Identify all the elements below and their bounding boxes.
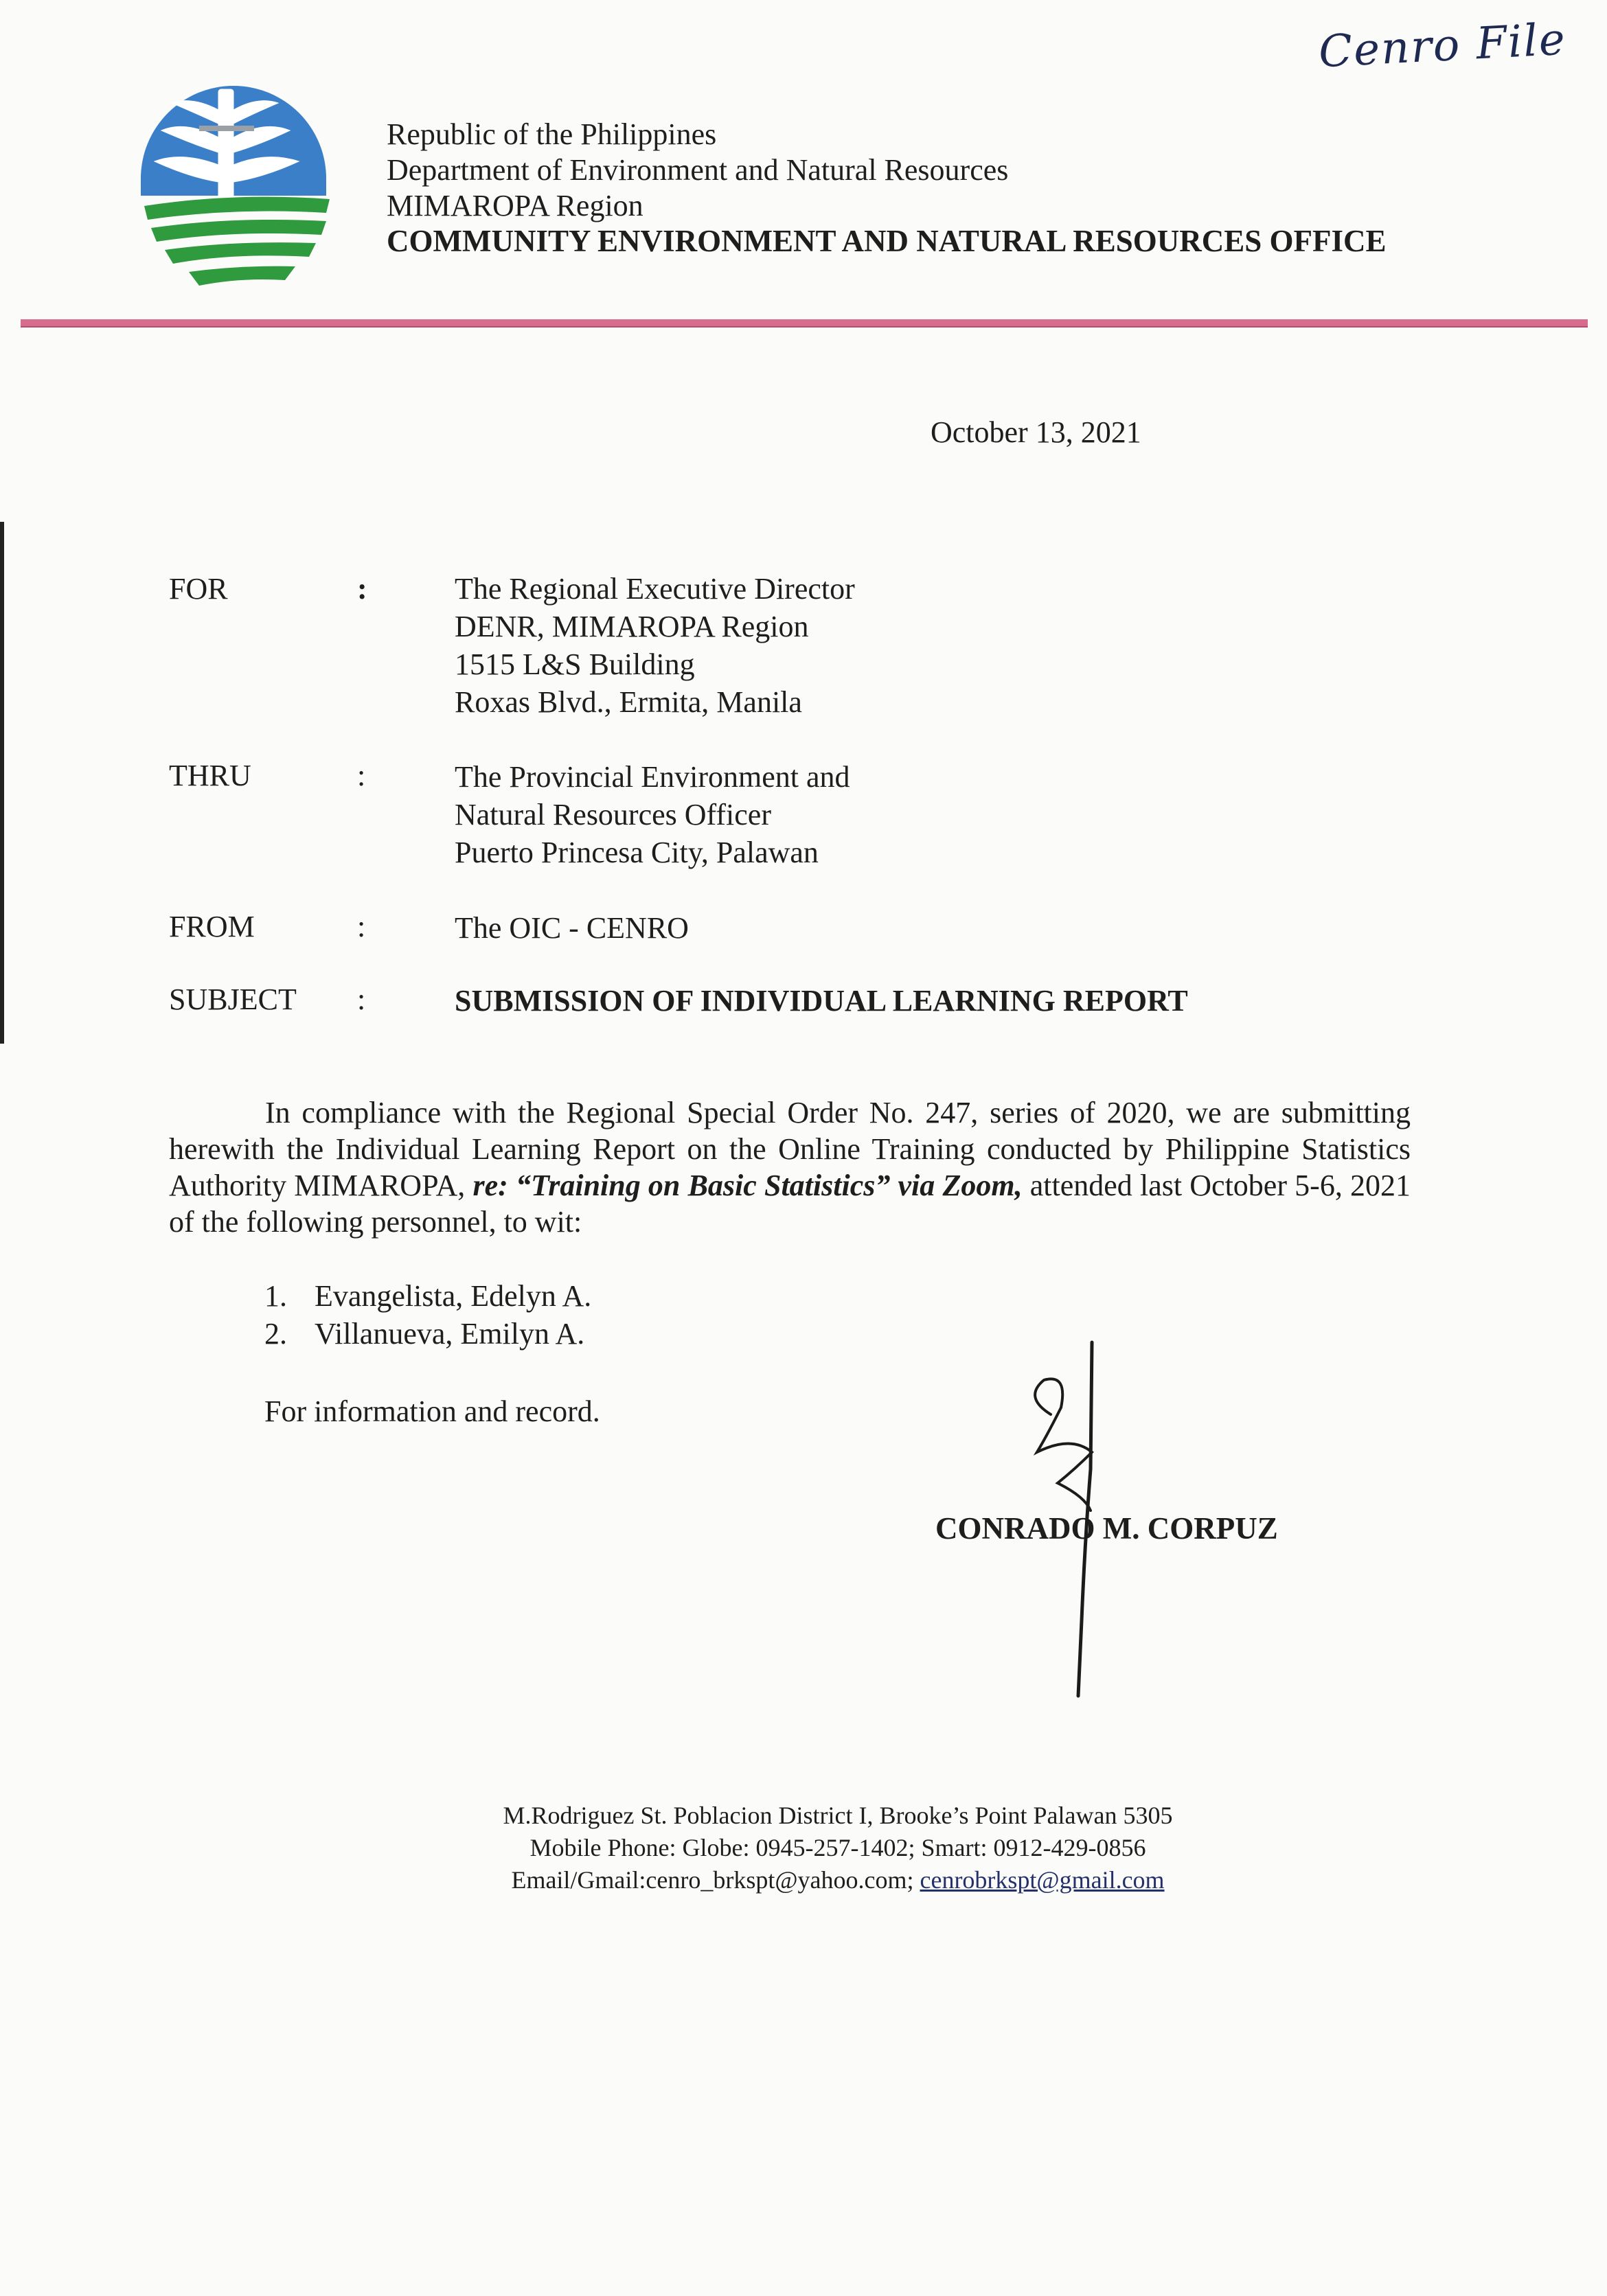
- personnel-name: Evangelista, Edelyn A.: [315, 1279, 592, 1313]
- thru-line: The Provincial Environment and: [455, 760, 850, 794]
- handwritten-note: Cenro File: [1317, 14, 1568, 78]
- for-recipient: [455, 570, 855, 721]
- subject-label: SUBJECT: [169, 983, 297, 1016]
- thru-recipient: [455, 758, 850, 871]
- footer-email-link[interactable]: cenrobrkspt@gmail.com: [920, 1866, 1165, 1894]
- body-emphasis: re: “Training on Basic Statistics” via Zoom,: [472, 1169, 1023, 1202]
- body-text: attended last October 5-6, 2021 of the following personnel, to wit:: [169, 1169, 1411, 1239]
- letterhead-department: Department of Environment and Natural Resources: [387, 153, 1009, 187]
- thru-line: Puerto Princesa City, Palawan: [455, 836, 819, 869]
- footer-address: M.Rodriguez St. Poblacion District I, Brooke’s Point Palawan 5305: [503, 1802, 1173, 1829]
- scan-edge-shadow: [0, 522, 4, 1044]
- for-label: FOR: [169, 572, 228, 606]
- signatory-name: CONRADO M. CORPUZ: [935, 1511, 1278, 1546]
- subject-colon: :: [357, 983, 366, 1016]
- list-item: [264, 1315, 591, 1353]
- for-colon: :: [357, 572, 367, 606]
- body-paragraph: [169, 1094, 1411, 1240]
- memo-date: October 13, 2021: [931, 415, 1141, 449]
- list-number: 1.: [264, 1279, 287, 1313]
- for-line: DENR, MIMAROPA Region: [455, 610, 809, 643]
- thru-label: THRU: [169, 759, 251, 792]
- list-item: [264, 1277, 591, 1315]
- thru-line: Natural Resources Officer: [455, 798, 771, 831]
- letterhead-republic: Republic of the Philippines: [387, 117, 717, 151]
- thru-colon: :: [357, 759, 366, 792]
- footer-email-text: Email/Gmail:cenro_brkspt@yahoo.com;: [511, 1866, 920, 1894]
- list-number: 2.: [264, 1317, 287, 1351]
- footer-email: [34, 1863, 1607, 1896]
- footer-phone: Mobile Phone: Globe: 0945-257-1402; Smart: 0912-429-0856: [529, 1834, 1146, 1861]
- for-line: Roxas Blvd., Ermita, Manila: [455, 685, 802, 719]
- body-text: In compliance with the Regional Special Order No. 247, series of 2020, we are submitting herewith the Individual Learning Report on the Online Training conducted by Philippine Statistics Authority MIMAROPA,: [169, 1096, 1411, 1202]
- personnel-list: [264, 1277, 591, 1353]
- from-sender: The OIC - CENRO: [455, 911, 689, 945]
- denr-logo: [130, 76, 337, 309]
- from-label: FROM: [169, 910, 255, 943]
- header-rule: [21, 319, 1588, 328]
- from-colon: :: [357, 910, 366, 943]
- handwritten-signature: [1010, 1332, 1119, 1703]
- personnel-name: Villanueva, Emilyn A.: [315, 1317, 585, 1351]
- subject-text: SUBMISSION OF INDIVIDUAL LEARNING REPORT: [455, 984, 1188, 1018]
- for-line: The Regional Executive Director: [455, 572, 855, 606]
- for-line: 1515 L&S Building: [455, 647, 695, 681]
- letterhead-region: MIMAROPA Region: [387, 189, 643, 222]
- letterhead-office: COMMUNITY ENVIRONMENT AND NATURAL RESOURCES OFFICE: [387, 224, 1387, 258]
- closing-line: For information and record.: [264, 1394, 600, 1428]
